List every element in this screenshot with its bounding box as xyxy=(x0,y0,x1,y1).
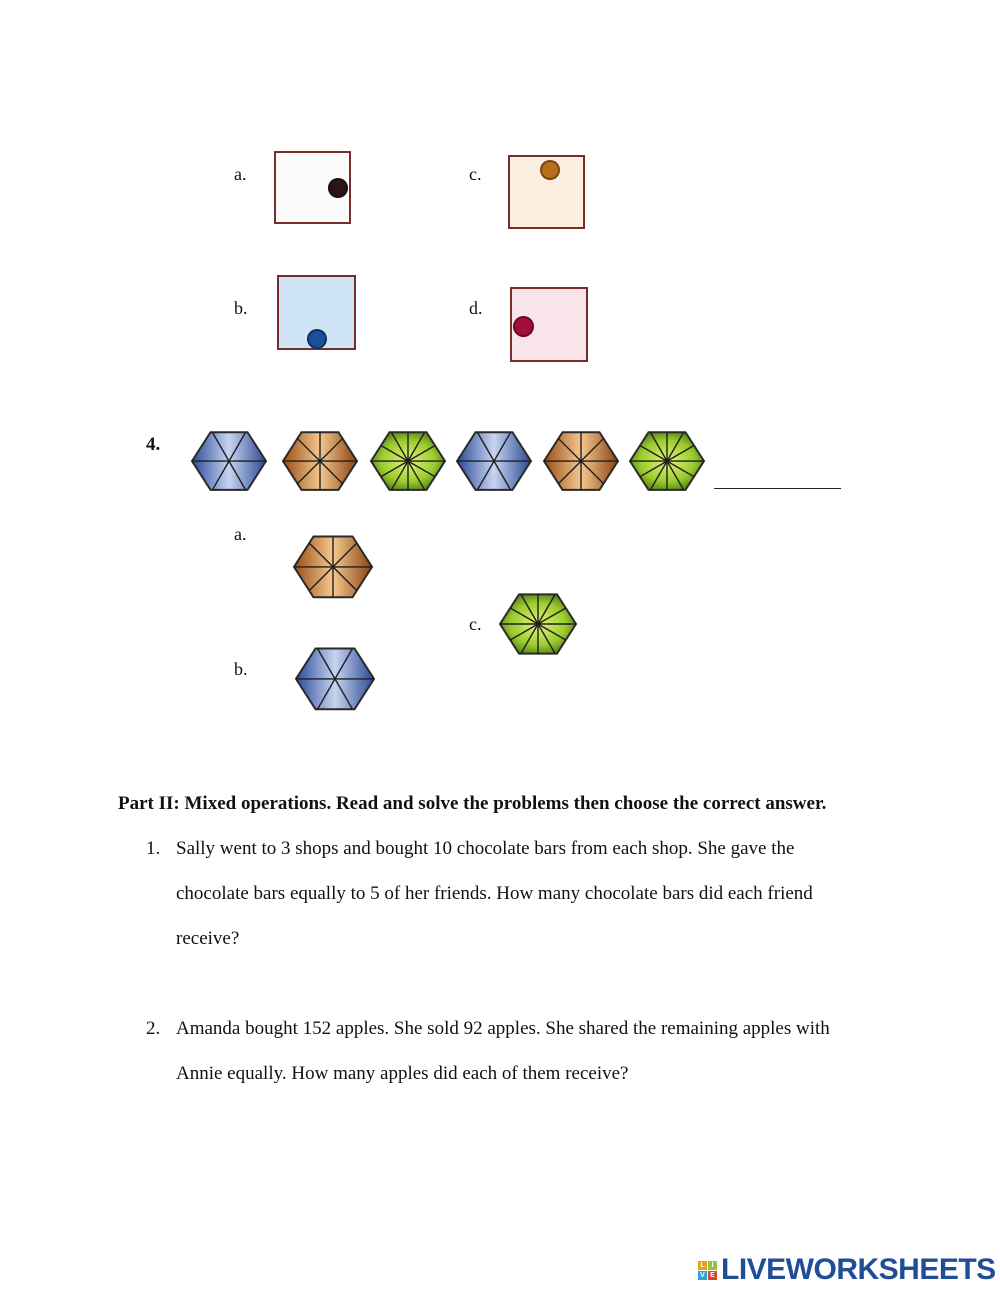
q3-option-a-dot xyxy=(328,178,348,198)
problem-1-text xyxy=(176,826,896,961)
q4-number: 4. xyxy=(146,434,161,455)
q3-option-b-square[interactable] xyxy=(277,275,356,350)
q3-option-d-dot xyxy=(513,316,534,337)
logo-blocks-icon: L I V E xyxy=(698,1261,717,1280)
problem-2-line-1: Amanda bought 152 apples. She sold 92 apples. She shared the remaining apples with xyxy=(176,1018,830,1039)
q4-seq-blue-hexagon-1 xyxy=(190,426,268,501)
problem-1-line-2: chocolate bars equally to 5 of her friends. How many chocolate bars did each friend xyxy=(176,883,813,904)
q4-seq-orange-hexagon-1 xyxy=(281,426,359,501)
problem-2-number: 2. xyxy=(146,1018,161,1039)
logo-text: LIVEWORKSHEETS xyxy=(721,1253,996,1286)
q4-option-a-label: a. xyxy=(234,524,247,544)
q4-seq-green-hexagon-2 xyxy=(628,426,706,501)
q3-option-c-label: c. xyxy=(469,164,482,184)
q4-option-c-green-hexagon[interactable] xyxy=(498,588,578,665)
q4-seq-green-hexagon-1 xyxy=(369,426,447,501)
q3-option-a-square[interactable] xyxy=(274,151,351,224)
q3-option-c-square[interactable] xyxy=(508,155,585,229)
q4-seq-blue-hexagon-2 xyxy=(455,426,533,501)
q4-option-a-orange-hexagon[interactable] xyxy=(292,530,374,609)
q3-option-a-label: a. xyxy=(234,164,247,184)
part2-heading: Part II: Mixed operations. Read and solve the problems then choose the correct answer. xyxy=(118,793,827,814)
problem-2-line-2: Annie equally. How many apples did each of them receive? xyxy=(176,1063,629,1084)
problem-1-line-3: receive? xyxy=(176,928,240,949)
q4-option-b-label: b. xyxy=(234,659,248,679)
liveworksheets-logo xyxy=(698,1253,996,1287)
q4-seq-orange-hexagon-2 xyxy=(542,426,620,501)
q4-option-c-label: c. xyxy=(469,614,482,634)
q3-option-d-label: d. xyxy=(469,298,483,318)
q3-option-c-dot xyxy=(540,160,560,180)
problem-1-line-1: Sally went to 3 shops and bought 10 chocolate bars from each shop. She gave the xyxy=(176,838,795,859)
q3-option-b-dot xyxy=(307,329,327,349)
q3-option-b-label: b. xyxy=(234,298,248,318)
q4-option-b-blue-hexagon[interactable] xyxy=(294,642,376,721)
problem-2-text xyxy=(176,1006,896,1096)
q3-option-d-square[interactable] xyxy=(510,287,588,362)
q4-answer-blank[interactable] xyxy=(714,488,841,489)
problem-1-number: 1. xyxy=(146,838,161,859)
